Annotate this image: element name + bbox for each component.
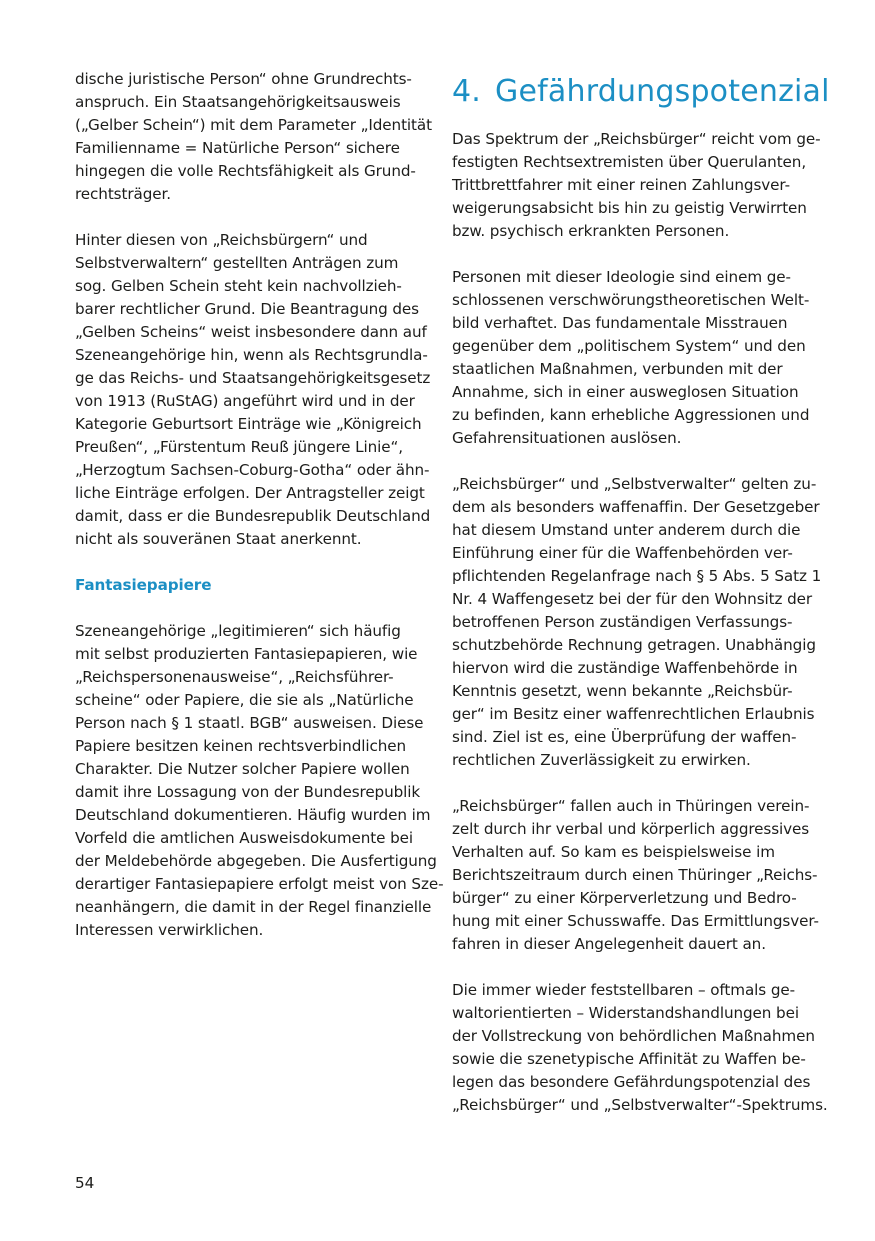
text-line: Die immer wieder feststellbaren – oftmals ge- xyxy=(452,981,795,999)
right-paragraph-3 xyxy=(452,473,822,772)
text-line: dische juristische Person“ ohne Grundrechts- xyxy=(75,70,412,88)
chapter-number: 4. xyxy=(452,74,482,109)
text-line: Charakter. Die Nutzer solcher Papiere wollen xyxy=(75,760,410,778)
text-line: schlossenen verschwörungstheoretischen Welt- xyxy=(452,291,810,309)
text-line: Das Spektrum der „Reichsbürger“ reicht vom ge- xyxy=(452,130,821,148)
text-line: scheine“ oder Papiere, die sie als „Natürliche xyxy=(75,691,414,709)
text-line: barer rechtlicher Grund. Die Beantragung des xyxy=(75,300,419,318)
text-line: betroffenen Person zuständigen Verfassungs- xyxy=(452,613,793,631)
text-line: weigerungsabsicht bis hin zu geistig Verwirrten xyxy=(452,199,807,217)
left-paragraph-2 xyxy=(75,229,431,551)
text-line: Kenntnis gesetzt, wenn bekannte „Reichsbür- xyxy=(452,682,793,700)
text-line: schutzbehörde Rechnung getragen. Unabhängig xyxy=(452,636,816,654)
text-line: mit selbst produzierten Fantasiepapieren, wie xyxy=(75,645,418,663)
text-line: bzw. psychisch erkrankten Personen. xyxy=(452,222,730,240)
text-line: fahren in dieser Angelegenheit dauert an. xyxy=(452,935,766,953)
text-line: zelt durch ihr verbal und körperlich aggressives xyxy=(452,820,810,838)
subheading-fantasiepapiere: Fantasiepapiere xyxy=(75,576,212,594)
text-line: Vorfeld die amtlichen Ausweisdokumente bei xyxy=(75,829,414,847)
text-line: Verhalten auf. So kam es beispielsweise im xyxy=(452,843,775,861)
text-line: sog. Gelben Schein steht kein nachvollzieh- xyxy=(75,277,402,295)
left-paragraph-1 xyxy=(75,68,432,206)
text-line: sind. Ziel ist es, eine Überprüfung der waffen- xyxy=(452,728,797,746)
text-line: Hinter diesen von „Reichsbürgern“ und xyxy=(75,231,368,249)
text-line: „Gelben Scheins“ weist insbesondere dann auf xyxy=(75,323,427,341)
text-line: bild verhaftet. Das fundamentale Misstrauen xyxy=(452,314,788,332)
text-line: bürger“ zu einer Körperverletzung und Bedro- xyxy=(452,889,797,907)
right-paragraph-4 xyxy=(452,795,819,956)
text-line: hingegen die volle Rechtsfähigkeit als Grund- xyxy=(75,162,416,180)
text-line: Selbstverwaltern“ gestellten Anträgen zum xyxy=(75,254,399,272)
left-column xyxy=(75,68,444,965)
text-line: Familienname = Natürliche Person“ sichere xyxy=(75,139,400,157)
chapter-title: Gefährdungspotenzial xyxy=(495,74,830,109)
text-line: waltorientierten – Widerstandshandlungen bei xyxy=(452,1004,799,1022)
text-line: der Meldebehörde abgegeben. Die Ausfertigung xyxy=(75,852,437,870)
text-line: Deutschland dokumentieren. Häufig wurden im xyxy=(75,806,431,824)
text-line: „Reichsbürger“ fallen auch in Thüringen verein- xyxy=(452,797,810,815)
text-line: Kategorie Geburtsort Einträge wie „Königreich xyxy=(75,415,422,433)
text-line: festigten Rechtsextremisten über Querulanten, xyxy=(452,153,807,171)
text-line: Preußen“, „Fürstentum Reuß jüngere Linie“, xyxy=(75,438,404,456)
text-line: „Reichsbürger“ und „Selbstverwalter“ gelten zu- xyxy=(452,475,817,493)
right-column xyxy=(452,68,830,1140)
text-line: ge das Reichs- und Staatsangehörigkeitsgesetz xyxy=(75,369,431,387)
text-line: zu befinden, kann erhebliche Aggressionen und xyxy=(452,406,810,424)
text-line: liche Einträge erfolgen. Der Antragsteller zeigt xyxy=(75,484,425,502)
text-line: („Gelber Schein“) mit dem Parameter „Identität xyxy=(75,116,432,134)
text-line: Papiere besitzen keinen rechtsverbindlichen xyxy=(75,737,407,755)
text-line: „Herzogtum Sachsen-Coburg-Gotha“ oder ähn- xyxy=(75,461,430,479)
text-line: pflichtenden Regelanfrage nach § 5 Abs. 5 Satz 1 xyxy=(452,567,822,585)
text-line: Szeneangehörige hin, wenn als Rechtsgrundla- xyxy=(75,346,428,364)
text-line: gegenüber dem „politischem System“ und den xyxy=(452,337,806,355)
text-line: ger“ im Besitz einer waffenrechtlichen Erlaubnis xyxy=(452,705,815,723)
text-line: Berichtszeitraum durch einen Thüringer „Reichs- xyxy=(452,866,818,884)
right-paragraph-2 xyxy=(452,266,810,450)
text-line: legen das besondere Gefährdungspotenzial des xyxy=(452,1073,811,1091)
text-line: Annahme, sich in einer ausweglosen Situation xyxy=(452,383,799,401)
text-line: Personen mit dieser Ideologie sind einem ge- xyxy=(452,268,791,286)
chapter-heading xyxy=(452,72,830,112)
text-line: Person nach § 1 staatl. BGB“ ausweisen. Diese xyxy=(75,714,424,732)
text-line: nicht als souveränen Staat anerkennt. xyxy=(75,530,362,548)
text-line: damit, dass er die Bundesrepublik Deutschland xyxy=(75,507,431,525)
text-line: neanhängern, die damit in der Regel finanzielle xyxy=(75,898,432,916)
text-line: der Vollstreckung von behördlichen Maßnahmen xyxy=(452,1027,815,1045)
text-line: rechtlichen Zuverlässigkeit zu erwirken. xyxy=(452,751,751,769)
right-paragraph-5 xyxy=(452,979,828,1117)
text-line: dem als besonders waffenaffin. Der Gesetzgeber xyxy=(452,498,820,516)
text-line: hiervon wird die zuständige Waffenbehörde in xyxy=(452,659,798,677)
text-line: Szeneangehörige „legitimieren“ sich häufig xyxy=(75,622,401,640)
text-line: hung mit einer Schusswaffe. Das Ermittlungsver- xyxy=(452,912,819,930)
text-line: „Reichsbürger“ und „Selbstverwalter“-Spektrums. xyxy=(452,1096,828,1114)
right-paragraph-1 xyxy=(452,128,821,243)
text-line: sowie die szenetypische Affinität zu Waffen be- xyxy=(452,1050,806,1068)
text-line: „Reichspersonenausweise“, „Reichsführer- xyxy=(75,668,394,686)
text-line: hat diesem Umstand unter anderem durch die xyxy=(452,521,801,539)
page-number: 54 xyxy=(75,1174,95,1192)
text-line: Nr. 4 Waffengesetz bei der für den Wohnsitz der xyxy=(452,590,813,608)
text-line: damit ihre Lossagung von der Bundesrepublik xyxy=(75,783,421,801)
text-line: anspruch. Ein Staatsangehörigkeitsausweis xyxy=(75,93,401,111)
text-line: von 1913 (RuStAG) angeführt wird und in der xyxy=(75,392,415,410)
text-line: derartiger Fantasiepapiere erfolgt meist von Sze- xyxy=(75,875,444,893)
left-paragraph-3 xyxy=(75,620,444,942)
text-line: Trittbrettfahrer mit einer reinen Zahlungsver- xyxy=(452,176,790,194)
text-line: rechtsträger. xyxy=(75,185,171,203)
text-line: Gefahrensituationen auslösen. xyxy=(452,429,682,447)
text-line: Interessen verwirklichen. xyxy=(75,921,264,939)
text-line: staatlichen Maßnahmen, verbunden mit der xyxy=(452,360,783,378)
text-line: Einführung einer für die Waffenbehörden ver- xyxy=(452,544,793,562)
